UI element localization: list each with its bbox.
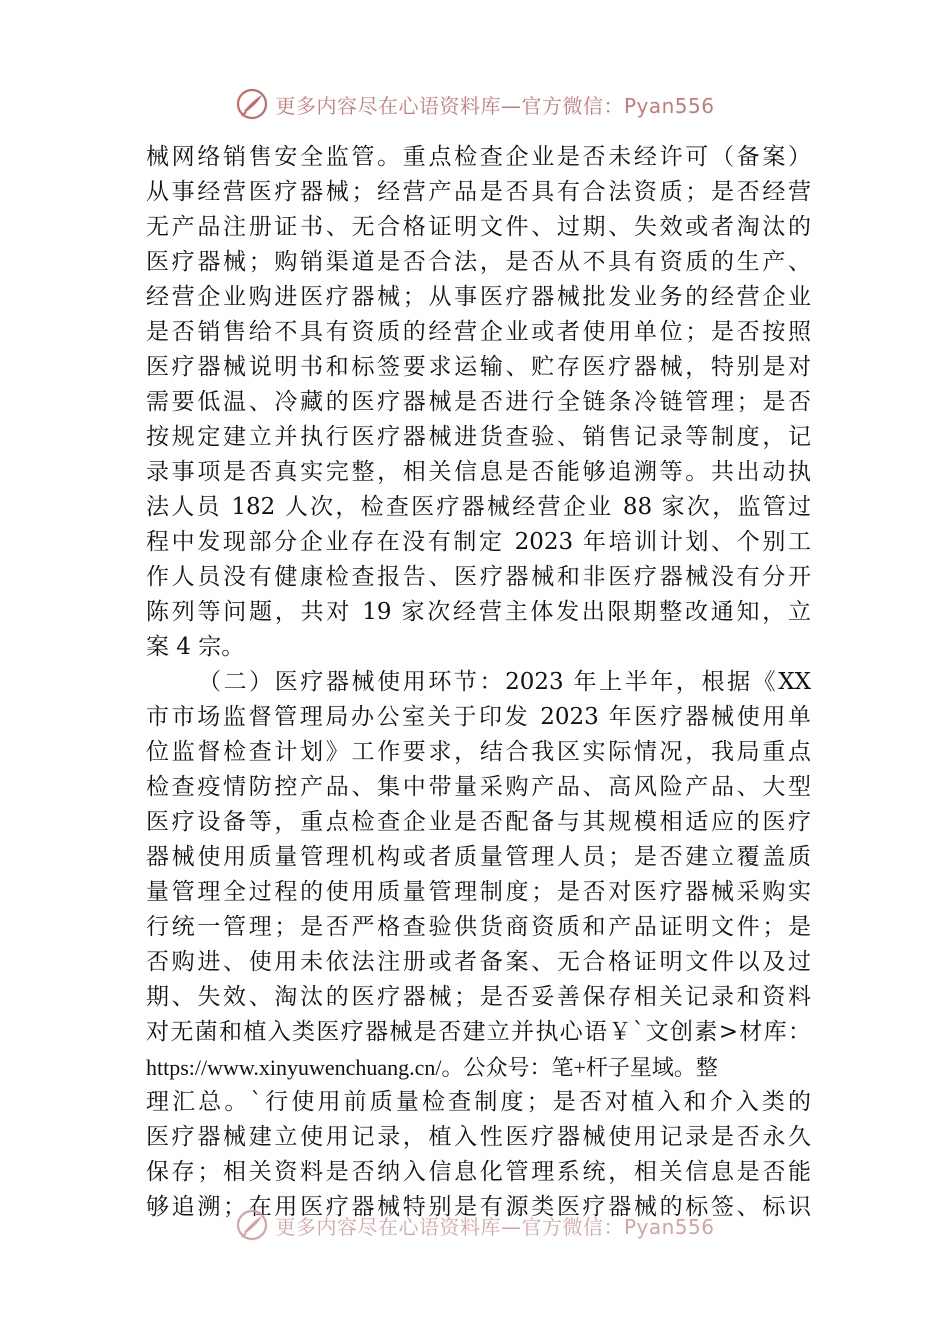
feather-seal-icon (235, 1208, 269, 1242)
body-line: 行统一管理；是否严格查验供货商资质和产品证明文件；是 (146, 914, 811, 940)
body-line: 案 4 宗。 (146, 634, 245, 660)
body-line: 从事经营医疗器械；经营产品是否具有合法资质；是否经营 (146, 179, 811, 205)
body-line: 按规定建立并执行医疗器械进货查验、销售记录等制度，记 (146, 424, 811, 450)
body-line: 医疗器械建立使用记录，植入性医疗器械使用记录是否永久 (146, 1124, 811, 1150)
banner-text-top: 更多内容尽在心语资料库—官方微信：Pyan556 (275, 93, 715, 118)
body-line: 期、失效、淘汰的医疗器械；是否妥善保存相关记录和资料 (146, 984, 811, 1010)
body-line: 保存；相关资料是否纳入信息化管理系统，相关信息是否能 (146, 1159, 811, 1185)
body-line: 否购进、使用未依法注册或者备案、无合格证明文件以及过 (146, 949, 811, 975)
body-line: 是否销售给不具有资质的经营企业或者使用单位；是否按照 (146, 319, 811, 345)
body-line: 程中发现部分企业存在没有制定 2023 年培训计划、个别工 (146, 529, 811, 555)
watermark-banner-top (0, 84, 950, 124)
body-line: 法人员 182 人次，检查医疗器械经营企业 88 家次，监管过 (146, 494, 811, 520)
body-line: 市市场监督管理局办公室关于印发 2023 年医疗器械使用单 (146, 704, 811, 730)
feather-seal-icon (235, 87, 269, 121)
banner-text-bottom: 更多内容尽在心语资料库—官方微信：Pyan556 (275, 1214, 715, 1239)
body-line: 作人员没有健康检查报告、医疗器械和非医疗器械没有分开 (146, 564, 811, 590)
body-line: 械网络销售安全监管。重点检查企业是否未经许可（备案） (146, 144, 811, 170)
body-line: 医疗器械；购销渠道是否合法，是否从不具有资质的生产、 (146, 249, 811, 275)
url-line: https://www.xinyuwenchuang.cn/。公众号：笔+杆子星域。整 (146, 1055, 718, 1080)
body-line: 需要低温、冷藏的医疗器械是否进行全链条冷链管理；是否 (146, 389, 811, 415)
document-body (146, 140, 811, 1225)
body-line: 录事项是否真实完整，相关信息是否能够追溯等。共出动执 (146, 459, 811, 485)
body-line: 够追溯；在用医疗器械特别是有源类医疗器械的标签、标识 (146, 1194, 811, 1220)
body-line: 经营企业购进医疗器械；从事医疗器械批发业务的经营企业 (146, 284, 811, 310)
body-line: 检查疫情防控产品、集中带量采购产品、高风险产品、大型 (146, 774, 811, 800)
section-heading-line: （二）医疗器械使用环节：2023 年上半年，根据《XX (198, 669, 811, 695)
body-line: 位监督检查计划》工作要求，结合我区实际情况，我局重点 (146, 739, 811, 765)
body-line: 对无菌和植入类医疗器械是否建立并执心语￥`文创素>材库： (146, 1019, 811, 1045)
watermark-banner-bottom (0, 1205, 950, 1245)
body-line: 理汇总。`行使用前质量检查制度；是否对植入和介入类的 (146, 1089, 811, 1115)
body-line: 陈列等问题，共对 19 家次经营主体发出限期整改通知，立 (146, 599, 811, 625)
body-line: 量管理全过程的使用质量管理制度；是否对医疗器械采购实 (146, 879, 811, 905)
body-line: 医疗设备等，重点检查企业是否配备与其规模相适应的医疗 (146, 809, 811, 835)
body-line: 无产品注册证书、无合格证明文件、过期、失效或者淘汰的 (146, 214, 811, 240)
body-line: 医疗器械说明书和标签要求运输、贮存医疗器械，特别是对 (146, 354, 811, 380)
body-line: 器械使用质量管理机构或者质量管理人员；是否建立覆盖质 (146, 844, 811, 870)
